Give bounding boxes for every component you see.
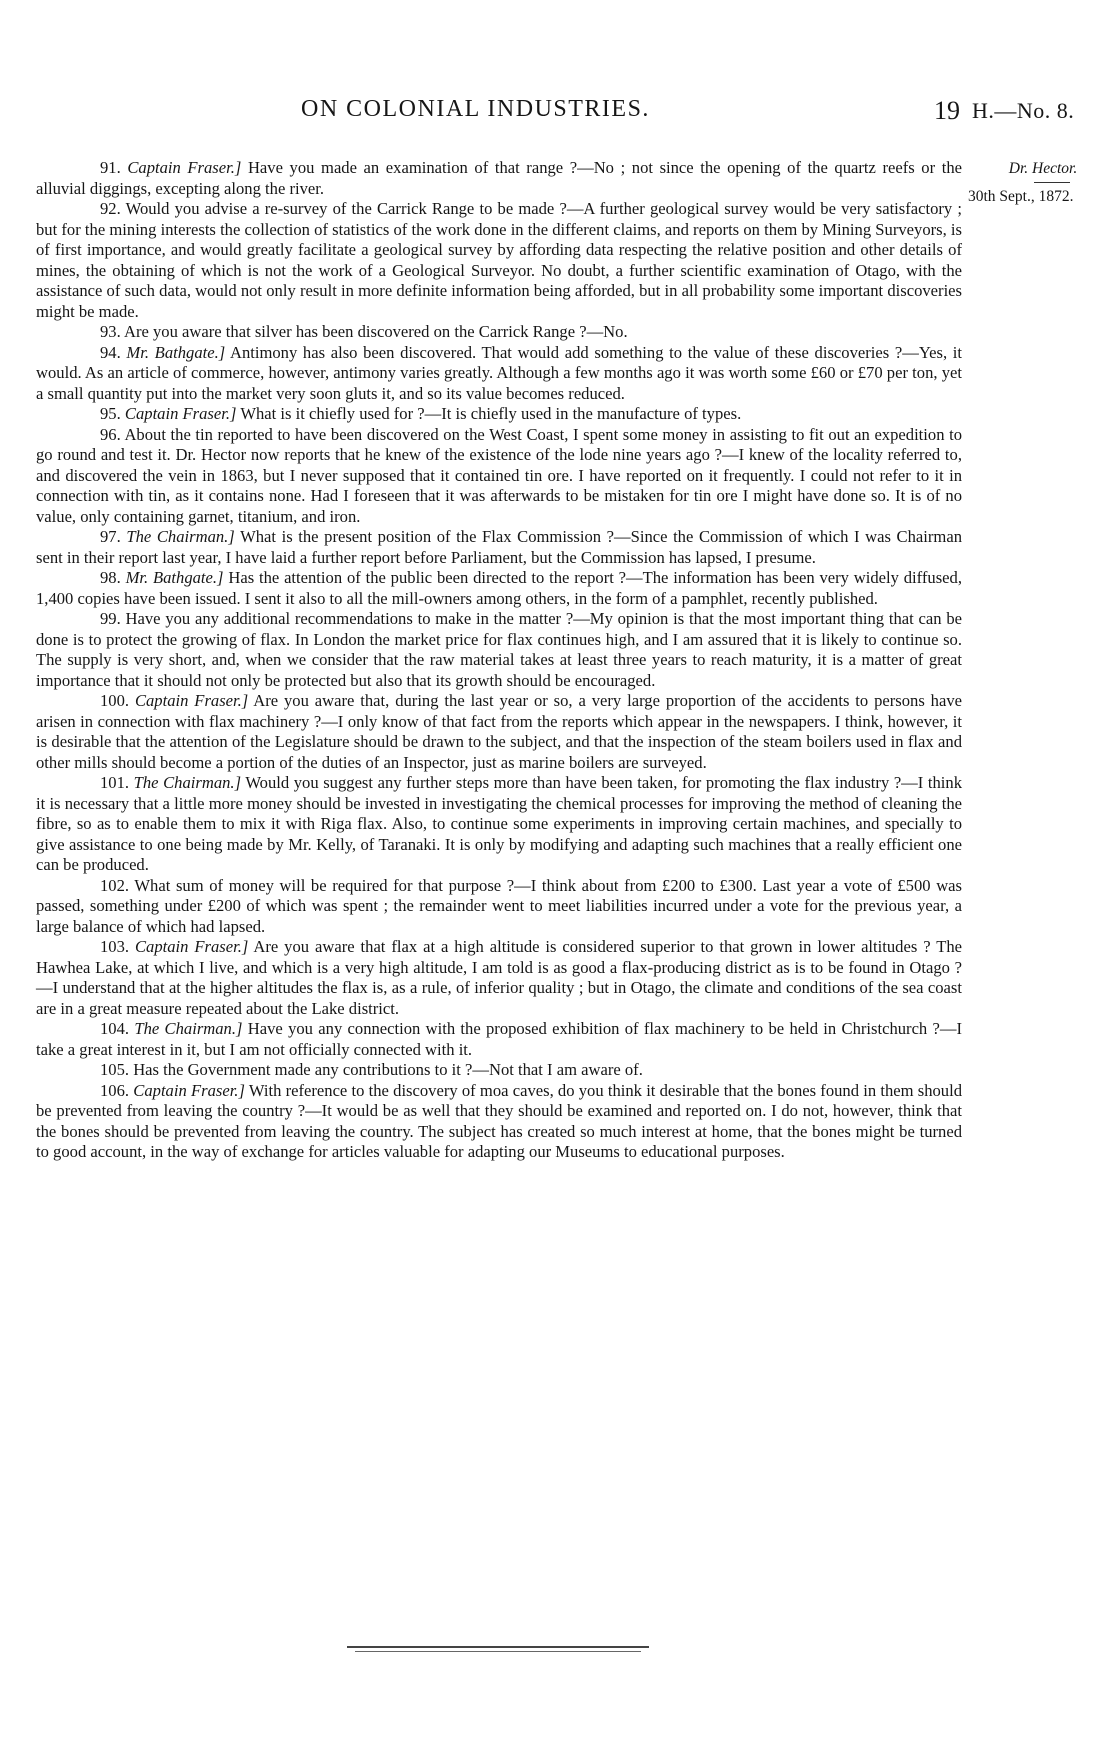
question-number: 106. [100, 1080, 130, 1100]
running-title: ON COLONIAL INDUSTRIES. [301, 96, 650, 122]
paragraph-text: Have you any additional recommendations to make in the matter ?—My opinion is that the most important thing that can be done is to protect the growing of flax. In London the market price for flax continues high, and I am assured that it is likely to continue so. The supply is very short, and, when we consider that the raw material takes at least three years to reach maturity, it is a matter of great importance that it should not only be protected but also that its growth should be encouraged. [36, 609, 962, 690]
paragraph-text: Have you any connection with the proposed exhibition of flax machinery to be held in Christchurch ?—I take a great interest in it, but I am not officially connected with it. [36, 1019, 963, 1059]
question-paragraph [36, 322, 962, 343]
question-number: 104. [100, 1019, 130, 1038]
question-paragraph [36, 404, 962, 425]
question-number: 105. [100, 1060, 130, 1079]
speaker-name: Captain Fraser.] [134, 937, 249, 956]
speaker-name: Captain Fraser.] [133, 1080, 245, 1100]
paragraph-text: Would you advise a re-survey of the Carrick Range to be made ?—A further geological survey would be very satisfactory ; but for the mining interests the collection of statistics of the work done in the different claims, and reports on them by Mining Surveyors, is of first importance, and would greatly facilitate a geological survey by affording data respecting the relative position and other details of mines, the obtaining of which is not the work of a Geological Surveyor. No doubt, a further scientific examination of Otago, with the assistance of such data, would not only result in more definite information being afforded, but in all probability some important discoveries might be made. [36, 199, 962, 321]
page-number: 19 [934, 96, 960, 125]
end-rule-thick [347, 1646, 649, 1648]
evidence-text [36, 158, 962, 1163]
paragraph-text: With reference to the discovery of moa caves, do you think it desirable that the bones found in them should be prevented from leaving the country ?—It would be as well that they should be examined and reported on. I do not, however, think that the bones should be prevented from leaving the country. The subject has created so much interest at home, that the bones might be turned to good account, in the way of exchange for articles valuable for adapting our Museums to educational purposes. [36, 1080, 963, 1161]
speaker-name: The Chairman.] [134, 1019, 243, 1038]
speaker-name: Mr. Bathgate.] [125, 568, 224, 587]
paper-reference: H.—No. 8. [972, 98, 1075, 123]
question-paragraph [36, 199, 962, 322]
paragraph-text: Are you aware that, during the last year or so, a very large proportion of the accidents to persons have arisen in connection with flax machinery ?—I only know of that fact from the reports which appear in the newspapers. I think, however, it is desirable that the attention of the Legislature should be drawn to the subject, and that the inspection of the steam boilers used in flax and other mills should become a portion of the duties of an Inspector, just as marine boilers are surveyed. [36, 691, 962, 772]
question-paragraph [36, 568, 962, 609]
question-paragraph [36, 937, 962, 1019]
margin-note [968, 158, 1112, 208]
margin-rule [1034, 182, 1070, 183]
question-number: 103. [100, 937, 130, 956]
evidence-date: 30th Sept., 1872. [968, 188, 1074, 205]
paragraph-text: What is it chiefly used for ?—It is chiefly used in the manufacture of types. [240, 404, 742, 423]
question-paragraph [36, 609, 962, 691]
paragraph-text: Has the attention of the public been directed to the report ?—The information has been very widely diffused, 1,400 copies have been issued. I sent it also to all the mill-owners among others, in the form of a pamphlet, recently published. [36, 568, 962, 608]
paragraph-text: Would you suggest any further steps more than have been taken, for promoting the flax industry ?—I think it is necessary that a little more money should be invested in investigating the chemical processes for improving the method of cleaning the fibre, so as to enable them to mix it with Riga flax. Also, to continue some experiments in improving certain machines, and specially to give assistance to one being made by Mr. Kelly, of Taranaki. It is only by modifying and adapting such machines that a really efficient one can be produced. [36, 773, 962, 874]
question-paragraph [36, 1081, 962, 1163]
speaker-name: Mr. Bathgate.] [126, 342, 226, 362]
question-paragraph [36, 1019, 962, 1060]
end-rule-thin [355, 1651, 641, 1652]
question-number: 101. [100, 773, 130, 792]
question-paragraph [36, 876, 962, 938]
question-paragraph [36, 1060, 962, 1081]
paragraph-text: What sum of money will be required for that purpose ?—I think about from £200 to £300. Last year a vote of £500 was passed, something under £200 of which was spent ; the remainder went to meet liabilities incurred under a vote for the previous year, a large balance of which had lapsed. [36, 875, 962, 936]
page-header [0, 96, 1114, 136]
paragraph-text: Antimony has also been discovered. That would add something to the value of these discoveries ?—Yes, it would. As an article of commerce, however, antimony varies greatly. Although a few months ago it was worth some £60 or £70 per ton, yet a small quantity put into the market very soon gluts it, and so its value becomes reduced. [36, 342, 962, 403]
paragraph-text: Have you made an examination of that range ?—No ; not since the opening of the quartz reefs or the alluvial diggings, excepting along the river. [36, 158, 962, 198]
question-number: 91. [100, 158, 121, 177]
question-number: 93. [100, 322, 121, 341]
speaker-name: The Chairman.] [126, 527, 235, 546]
question-paragraph [36, 343, 962, 405]
question-number: 102. [100, 875, 130, 895]
witness-name: Dr. Hector. [1008, 160, 1078, 177]
question-number: 100. [100, 691, 130, 710]
speaker-name: Captain Fraser.] [134, 691, 249, 710]
question-number: 95. [100, 404, 121, 423]
question-number: 97. [100, 527, 121, 546]
question-paragraph [36, 691, 962, 773]
question-number: 96. [100, 424, 121, 444]
paragraph-text: About the tin reported to have been discovered on the West Coast, I spent some money in assisting to fit out an expedition to go round and test it. Dr. Hector now reports that he knew of the existence of the lode nine years ago ?—I knew of the locality referred to, and discovered the vein in 1863, but I never supposed that it contained tin ore. I have reported on it frequently. I could not refer to it in connection with tin, as it contains none. Had I foreseen that it was afterwards to be mistaken for tin ore I might have done so. It is of no value, only containing garnet, titanium, and iron. [36, 424, 963, 526]
speaker-name: Captain Fraser.] [124, 404, 237, 423]
speaker-name: The Chairman.] [133, 773, 242, 792]
paragraph-text: What is the present position of the Flax Commission ?—Since the Commission of which I was Chairman sent in their report last year, I have laid a further report before Parliament, but the Commission has lapsed, I presume. [36, 527, 962, 567]
question-number: 94. [100, 342, 121, 362]
end-rule [347, 1646, 649, 1652]
question-number: 99. [100, 609, 121, 628]
paragraph-text: Are you aware that flax at a high altitude is considered superior to that grown in lower altitudes ? The Hawhea Lake, at which I live, and which is a very high altitude, I am told is as good a flax-producing district as is to be found in Otago ?—I understand that at the higher altitudes the flax is, as a rule, of inferior quality ; but in Otago, the climate and conditions of the sea coast are in a great measure repeated about the Lake district. [36, 937, 963, 1018]
paragraph-text: Has the Government made any contributions to it ?—Not that I am aware of. [133, 1060, 643, 1079]
question-paragraph [36, 158, 962, 199]
question-paragraph [36, 773, 962, 876]
question-number: 98. [100, 568, 121, 587]
question-paragraph [36, 425, 962, 528]
question-number: 92. [100, 199, 121, 218]
question-paragraph [36, 527, 962, 568]
speaker-name: Captain Fraser.] [127, 158, 242, 177]
paragraph-text: Are you aware that silver has been discovered on the Carrick Range ?—No. [123, 322, 628, 341]
